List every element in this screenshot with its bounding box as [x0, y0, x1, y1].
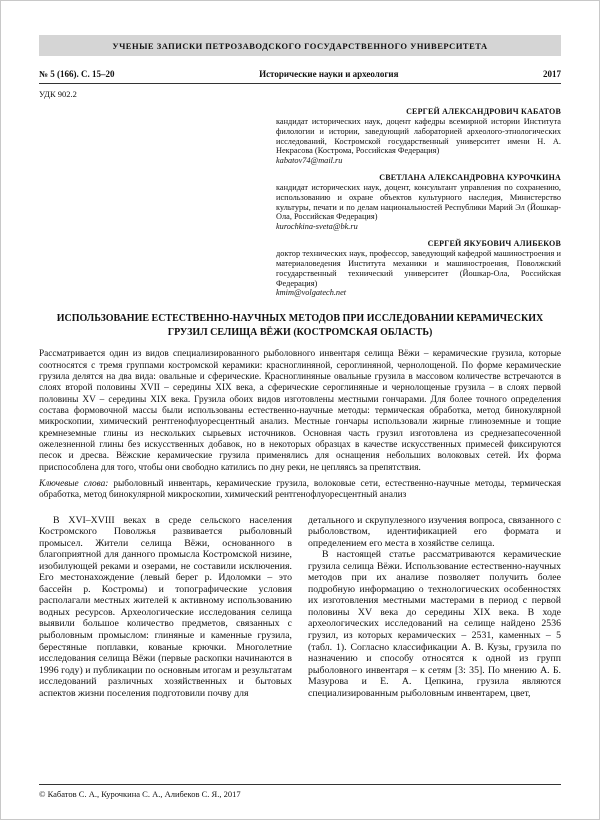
author-email: kurochkina-sveta@bk.ru	[276, 222, 358, 232]
issue-meta-row	[39, 69, 561, 84]
author-entry	[276, 107, 561, 166]
authors-block	[276, 107, 561, 298]
author-name: СЕРГЕЙ ЯКУБОВИЧ АЛИБЕКОВ	[427, 239, 561, 249]
udc-code: УДК 902.2	[39, 89, 77, 99]
keywords-list: рыболовный инвентарь, керамические грузила, волоковые сети, естественно-научные методы, термическая обработка, метод бинокулярной микроскопии, химический рентгенофлуоресцентный анализ	[39, 478, 562, 501]
body-paragraph: детального и скрупулезного изучения вопроса, связанного с рыболовством, идентификацией его формата и определением его места в хозяйстве селища.	[308, 514, 561, 549]
issue-year: 2017	[543, 69, 561, 79]
body-paragraph: В XVI–XVIII веках в среде сельского населения Костромского Поволжья развивается рыболовный промысел. Жители селища Вёжи, основанного в благоприятной для данного промысла Костромской низине, изобилующей реками и озерами, не составили исключения. Его местонахождение (левый берег р. Идоломки – это бассейн р. Костромы) и топографические условия располагали местных жителей к активному использованию водных ресурсов. Археологические исследования селища выявили большое количество предметов, связанных с рыболовным промыслом: глиняные и каменные грузила, берестяные поплавки, кованые крючки. Многолетние исследования селища Вёжи (первые раскопки начинаются в 1996 году) и публикации по основным итогам и результатам исследований различных хозяйственных и бытовых аспектов жизни поселения подготовили почву для	[39, 514, 292, 699]
copyright-line: © Кабатов С. А., Курочкина С. А., Алибеков С. Я., 2017	[39, 789, 241, 799]
keywords-label: Ключевые слова:	[39, 478, 109, 489]
section-name: Исторические науки и археология	[259, 69, 399, 79]
article-title: ИСПОЛЬЗОВАНИЕ ЕСТЕСТВЕННО-НАУЧНЫХ МЕТОДОВ ПРИ ИССЛЕДОВАНИИ КЕРАМИЧЕСКИХ ГРУЗИЛ СЕЛИЩА ВЁЖИ (КОСТРОМСКАЯ ОБЛАСТЬ)	[56, 313, 544, 339]
keywords-line	[39, 479, 561, 502]
author-email: kabatov74@mail.ru	[276, 156, 343, 166]
body-column-left	[39, 515, 292, 700]
issue-pages: № 5 (166). С. 15–20	[39, 69, 115, 79]
author-entry	[276, 239, 561, 298]
article-abstract: Рассматривается один из видов специализированного рыболовного инвентаря селища Вёжи – керамические грузила, которые соотносятся с тремя группами костромской керамики: красноглиняной, сероглиняной, чернолощеной. По форме керамические грузила делятся на два вида: овальные и сферические. Красноглиняные овальные грузила в массовом количестве встречаются в слоях второй половины XVII – середины XIX века, а сферические сероглиняные и чернолощеные грузила – в слоях первой половины XV – середины XIX века. Грузила обоих видов изготовлены местными гончарами. Для более точного определения состава формовочной массы были использованы естественно-научные методы: термическая обработка, метод бинокулярной микроскопии, химический рентгенофлуоресцентный анализ. Местные гончары использовали жирные глиноземные и тощие кремнеземные глины из нескольких сырьевых источников. Основная часть грузил изготовлена из среднезапесоченной ожелезненной глины без искусственных добавок, но в некоторых образцах в качестве искусственных примесей фиксируются песок и дресва. Вёжские керамические грузила применялись для оснащения небольших волоковых сетей. Их форма приспособлена для того, чтобы они свободно катились по дну реки, не цепляясь за препятствия.	[39, 349, 561, 473]
page-footer	[39, 784, 561, 799]
body-paragraph: В настоящей статье рассматриваются керамические грузила селища Вёжи. Использование естественно-научных методов при их анализе позволяет получить более подробную информацию о технологических особенностях их изготовления местными мастерами в период с первой половины XV века до середины XIX века. В ходе археологических исследований на селище найдено 2536 грузил, из которых керамических – 2531, каменных – 5 (табл. 1). Согласно классификации А. В. Кузы, грузила по назначению и способу относятся к одной из групп рыболовного инвентаря – к сетям [3: 35]. По мнению А. Б. Мазурова и Е. А. Цепкина, грузила являются специализированным рыболовным инвентарем, цвет,	[308, 549, 561, 699]
author-affiliation: кандидат исторических наук, доцент, консультант управления по сохранению, использованию и охране объектов культурного наследия, Министерство культуры, печати и по делам национальностей Республики Марий Эл (Йошкар-Ола, Российская Федерация)	[276, 183, 561, 222]
author-name: СЕРГЕЙ АЛЕКСАНДРОВИЧ КАБАТОВ	[406, 107, 561, 116]
body-column-right	[308, 515, 561, 700]
author-name: СВЕТЛАНА АЛЕКСАНДРОВНА КУРОЧКИНА	[379, 173, 561, 183]
body-columns	[39, 515, 561, 700]
author-entry	[276, 173, 561, 232]
journal-title: УЧЕНЫЕ ЗАПИСКИ ПЕТРОЗАВОДСКОГО ГОСУДАРСТВЕННОГО УНИВЕРСИТЕТА	[112, 41, 488, 51]
author-affiliation: доктор технических наук, профессор, заведующий кафедрой машиностроения и материаловедения Института механики и машиностроения, Поволжский государственный технический университет (Йошкар-Ола, Российская Федерация)	[276, 249, 561, 288]
author-email: kmim@volgatech.net	[276, 288, 347, 298]
author-affiliation: кандидат исторических наук, доцент кафедры всемирной истории Института филологии и истории, заведующий лабораторией археолого-этнологических исследований, Костромской государственный университет имени Н. А. Некрасова (Кострома, Российская Федерация)	[276, 117, 561, 156]
journal-header-bar	[39, 35, 561, 56]
